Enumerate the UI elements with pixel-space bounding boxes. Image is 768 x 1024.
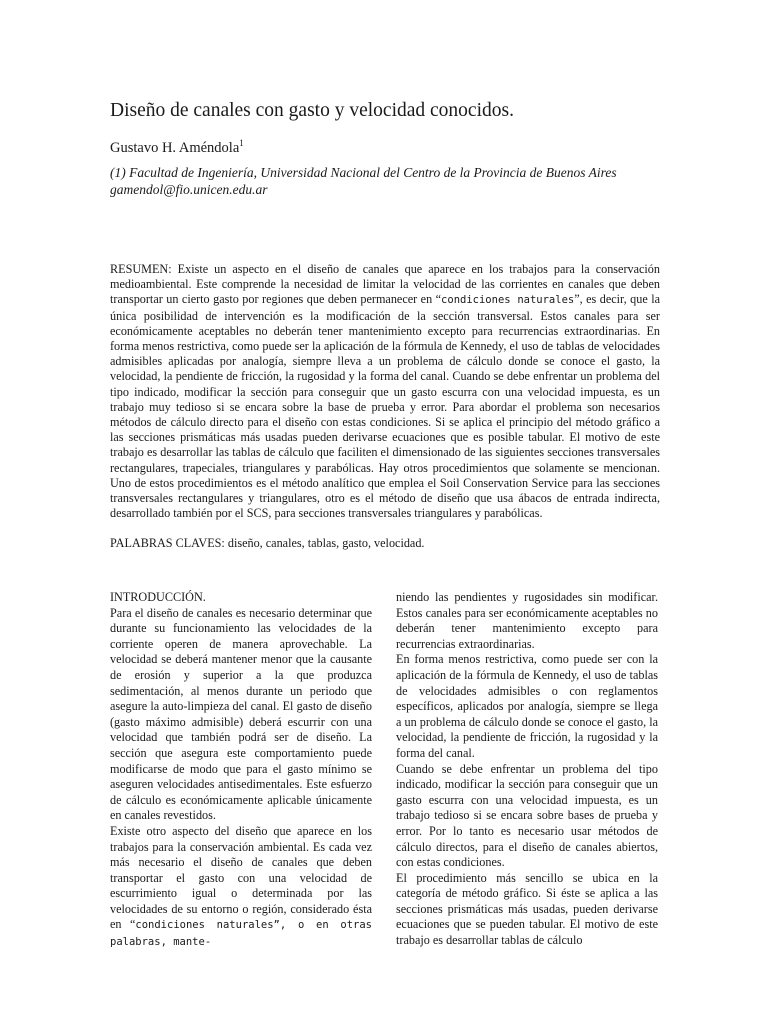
affiliation xyxy=(110,164,670,198)
abstract xyxy=(110,262,660,521)
author-name: Gustavo H. Améndola xyxy=(110,139,240,156)
section-heading-introduccion: INTRODUCCIÓN. xyxy=(110,590,206,604)
keywords: PALABRAS CLAVES: diseño, canales, tablas, gasto, velocidad. xyxy=(110,536,425,550)
abstract-text-2: ”, es decir, que la única posibilidad de intervención es la modificación de la sección transversal. Estos canales para ser económicamente aceptables no deberán tener mantenimiento excepto para recurrencias extraordinarias. En forma menos restrictiva, como puede ser la aplicación de la fórmula de Kennedy, el uso de tablas de velocidades admisibles aplicadas por analogía, siempre lleva a un problema de cálculo donde se conoce el gasto, la velocidad, la pendiente de fricción, la rugosidad y la forma del canal. Cuando se debe enfrentar un problema del tipo indicado, modificar la sección para conseguir que un gasto escurra con una velocidad impuesta, es un trabajo muy tedioso si se encara sobre la base de prueba y error. Para abordar el problema son necesarios métodos de cálculo directo para el diseño con estas condiciones. Si se aplica el principio del método gráfico a las secciones prismáticas más usadas pueden derivarse ecuaciones que es posible tabular. El motivo de este trabajo es desarrollar las tablas de cálculo que faciliten el dimensionado de las siguientes secciones transversales rectangulares, trapeciales, triangulares y parabólicas. Hay otros procedimientos que solamente se mencionan. Uno de estos procedimientos es el método analítico que emplea el Soil Conservation Service para las secciones transversales rectangulares y triangulares, otro es el método de diseño que usa ábacos de entrada indirecta, desarrollado también por el SCS, para secciones transversales triangulares y parabólicas. xyxy=(110,292,660,521)
intro-paragraph-2-mono: condiciones naturales”, o en otras palabras, mante- xyxy=(110,919,372,949)
intro-paragraph-2 xyxy=(110,824,372,951)
affiliation-institution: (1) Facultad de Ingeniería, Universidad Nacional del Centro de la Provincia de Buenos Aires xyxy=(110,165,617,180)
right-column xyxy=(396,590,658,949)
intro-paragraph-2-text: Existe otro aspecto del diseño que aparece en los trabajos para la conservación ambiental. Es cada vez más necesario el diseño de canales que deben transportar el gasto con una velocidad de escurrimiento igual o determinada por las velocidades de su entorno o región, considerado ésta en “ xyxy=(110,823,372,932)
abstract-mono-phrase: condiciones naturales xyxy=(441,294,575,307)
paper-title: Diseño de canales con gasto y velocidad conocidos. xyxy=(110,100,514,121)
abstract-text-1: RESUMEN: Existe un aspecto en el diseño de canales que aparece en los trabajos para la conservación medioambiental. Este comprende la necesidad de limitar la velocidad de las corrientes en canales que deben transportar un cierto gasto por regiones que deben permanecer en “ xyxy=(110,262,660,307)
intro-paragraph-6: El procedimiento más sencillo se ubica en la categoría de método gráfico. Si éste se aplica a las secciones prismáticas más usadas, pueden derivarse ecuaciones que se pueden tabular. El motivo de este trabajo es desarrollar tablas de cálculo xyxy=(396,870,658,948)
left-column xyxy=(110,590,372,951)
author-line xyxy=(110,138,244,157)
intro-paragraph-1: Para el diseño de canales es necesario determinar que durante su funcionamiento las velocidades de la corriente operen de manera aprovechable. La velocidad se deberá mantener menor que la causante de erosión y superior a la que produzca sedimentación, al menos durante un periodo que asegure la auto-limpieza del canal. El gasto de diseño (gasto máximo admisible) deberá escurrir con una velocidad que también podrá ser de diseño. La sección que asegura este comportamiento puede modificarse de modo que para el gasto mínimo se aseguren velocidades antisedimentales. Este esfuerzo de cálculo es económicamente aplicable únicamente en canales revestidos. xyxy=(110,605,372,823)
intro-paragraph-3: niendo las pendientes y rugosidades sin modificar. Estos canales para ser económicamente aceptables no deberán tener mantenimiento excepto para recurrencias extraordinarias. xyxy=(396,590,658,651)
intro-paragraph-5: Cuando se debe enfrentar un problema del tipo indicado, modificar la sección para conseguir que un gasto escurra con una velocidad impuesta, es un trabajo tedioso si se encara sobre bases de prueba y error. Por lo tanto es necesario usar métodos de cálculo directos, para el diseño de canales abiertos, con estas condiciones. xyxy=(396,761,658,870)
intro-paragraph-4: En forma menos restrictiva, como puede ser con la aplicación de la fórmula de Kennedy, el uso de tablas de velocidades admisibles o con reglamentos específicos, aplicados por analogía, siempre se llega a un problema de cálculo donde se conoce el gasto, la velocidad, la pendiente de fricción, la rugosidad y la forma del canal. xyxy=(396,652,658,760)
author-footnote-mark: 1 xyxy=(239,138,244,148)
affiliation-email: gamendol@fio.unicen.edu.ar xyxy=(110,182,268,197)
